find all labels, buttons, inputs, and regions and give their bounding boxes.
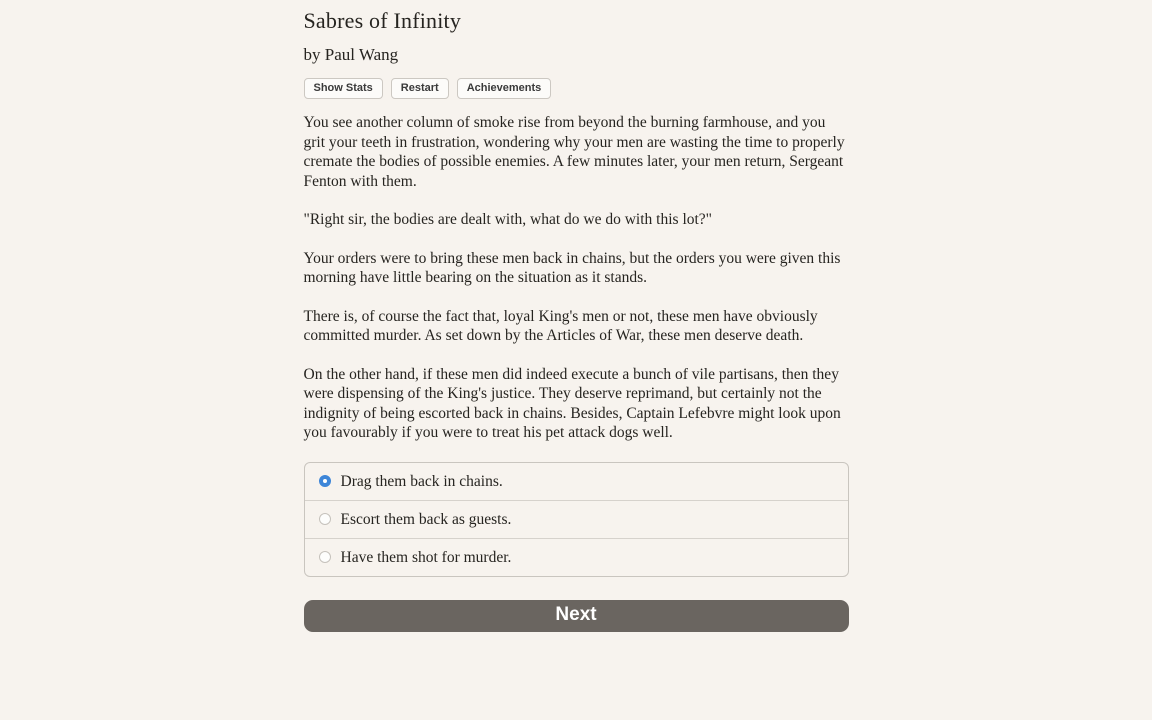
- restart-button[interactable]: Restart: [391, 78, 449, 99]
- choice-option-drag-back-in-chains[interactable]: [305, 463, 848, 500]
- game-title: Sabres of Infinity: [303, 8, 462, 33]
- story-paragraph: On the other hand, if these men did indeed execute a bunch of vile partisans, then they were dispensing of the King's justice. They deserve reprimand, but certainly not the indignity of being escorted back in chains. Besides, Captain Lefebvre might look upon you favourably if you were to treat his pet attack dogs well.: [303, 365, 841, 442]
- story-content: [304, 0, 849, 632]
- show-stats-button[interactable]: Show Stats: [304, 78, 383, 99]
- choice-label: Have them shot for murder.: [340, 548, 512, 566]
- story-paragraph: You see another column of smoke rise from beyond the burning farmhouse, and you grit your teeth in frustration, wondering why your men are wasting the time to properly cremate the bodies of possible enemies. A few minutes later, your men return, Sergeant Fenton with them.: [303, 114, 845, 190]
- choice-option-shot-for-murder[interactable]: [305, 538, 848, 576]
- radio-button-icon[interactable]: [319, 475, 331, 487]
- story-paragraph: There is, of course the fact that, loyal King's men or not, these men have obviously committed murder. As set down by the Articles of War, these men deserve death.: [303, 307, 818, 345]
- radio-button-icon[interactable]: [319, 551, 331, 563]
- story-paragraph: Your orders were to bring these men back in chains, but the orders you were given this morning have little bearing on the situation as it stands.: [303, 249, 841, 287]
- achievements-button[interactable]: Achievements: [457, 78, 552, 99]
- choice-label: Escort them back as guests.: [340, 510, 512, 528]
- story-paragraph: "Right sir, the bodies are dealt with, what do we do with this lot?": [303, 211, 713, 229]
- choice-option-escort-as-guests[interactable]: [305, 500, 848, 538]
- radio-button-icon[interactable]: [319, 513, 331, 525]
- choice-label: Drag them back in chains.: [340, 472, 503, 490]
- toolbar: [304, 78, 849, 99]
- choice-group: [304, 462, 849, 577]
- game-author: by Paul Wang: [303, 45, 399, 64]
- next-button[interactable]: Next: [304, 600, 849, 632]
- story-text: [304, 113, 849, 443]
